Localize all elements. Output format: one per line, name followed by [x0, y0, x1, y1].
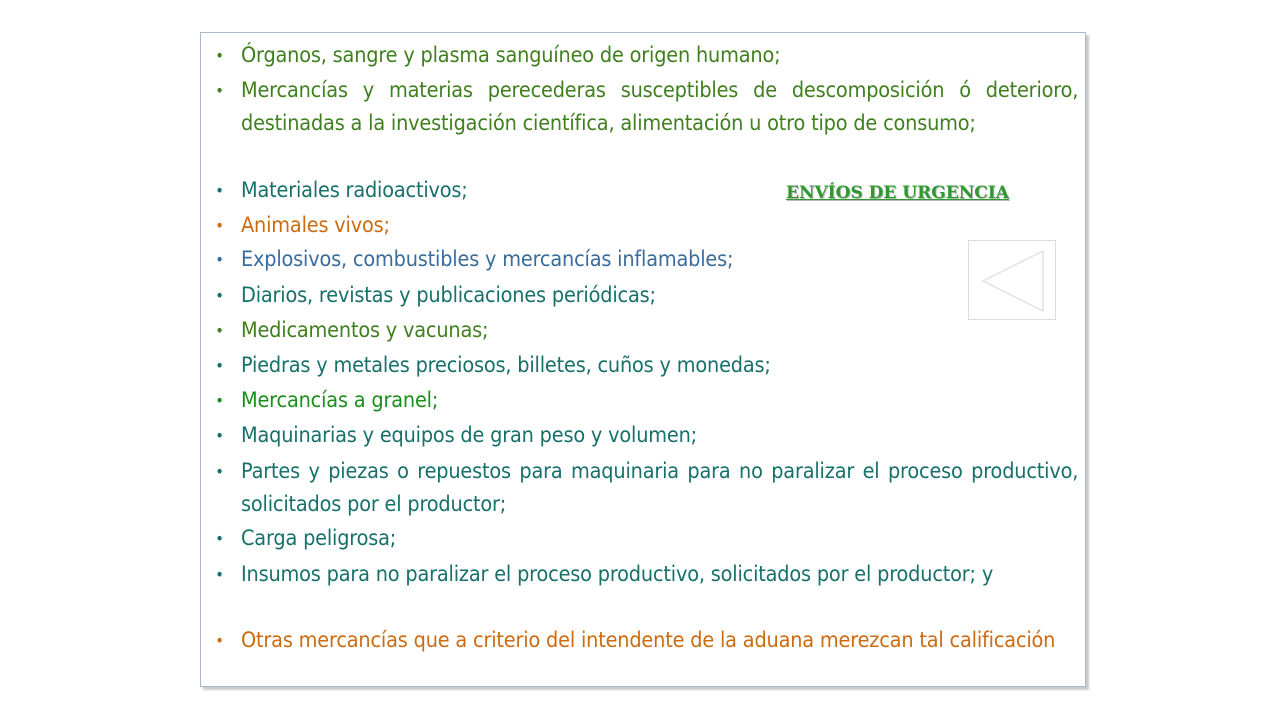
list-item: • Mercancías y materias perecederas susceptibles de descomposición ó deterioro, destinadas a la investigación científica, alimentación u otro tipo de consumo;	[241, 74, 1078, 140]
list-item: • Diarios, revistas y publicaciones periódicas;	[241, 279, 1078, 312]
list-item: • Piedras y metales preciosos, billetes, cuños y monedas;	[241, 349, 1078, 382]
back-triangle-icon	[969, 241, 1057, 321]
list-item: • Otras mercancías que a criterio del intendente de la aduana merezcan tal calificación	[241, 624, 1078, 657]
list-item: • Insumos para no paralizar el proceso productivo, solicitados por el productor; y	[241, 558, 1078, 591]
list-item: • Mercancías a granel;	[241, 384, 1078, 417]
list-item: • Partes y piezas o repuestos para maquinaria para no paralizar el proceso productivo, solicitados por el productor;	[241, 455, 1078, 521]
list-item: • Explosivos, combustibles y mercancías inflamables;	[241, 243, 1078, 276]
list-item: • Materiales radioactivos;	[241, 174, 1078, 207]
list-item: • Maquinarias y equipos de gran peso y volumen;	[241, 419, 1078, 452]
list-item: • Medicamentos y vacunas;	[241, 314, 1078, 347]
list-item: • Carga peligrosa;	[241, 522, 1078, 555]
envios-de-urgencia-link[interactable]: ENVÍOS DE URGENCIA	[786, 183, 1009, 203]
back-button[interactable]	[968, 240, 1056, 320]
content-panel	[200, 32, 1086, 687]
list-item: • Animales vivos;	[241, 209, 1078, 242]
list-item: • Órganos, sangre y plasma sanguíneo de origen humano;	[241, 39, 1078, 72]
